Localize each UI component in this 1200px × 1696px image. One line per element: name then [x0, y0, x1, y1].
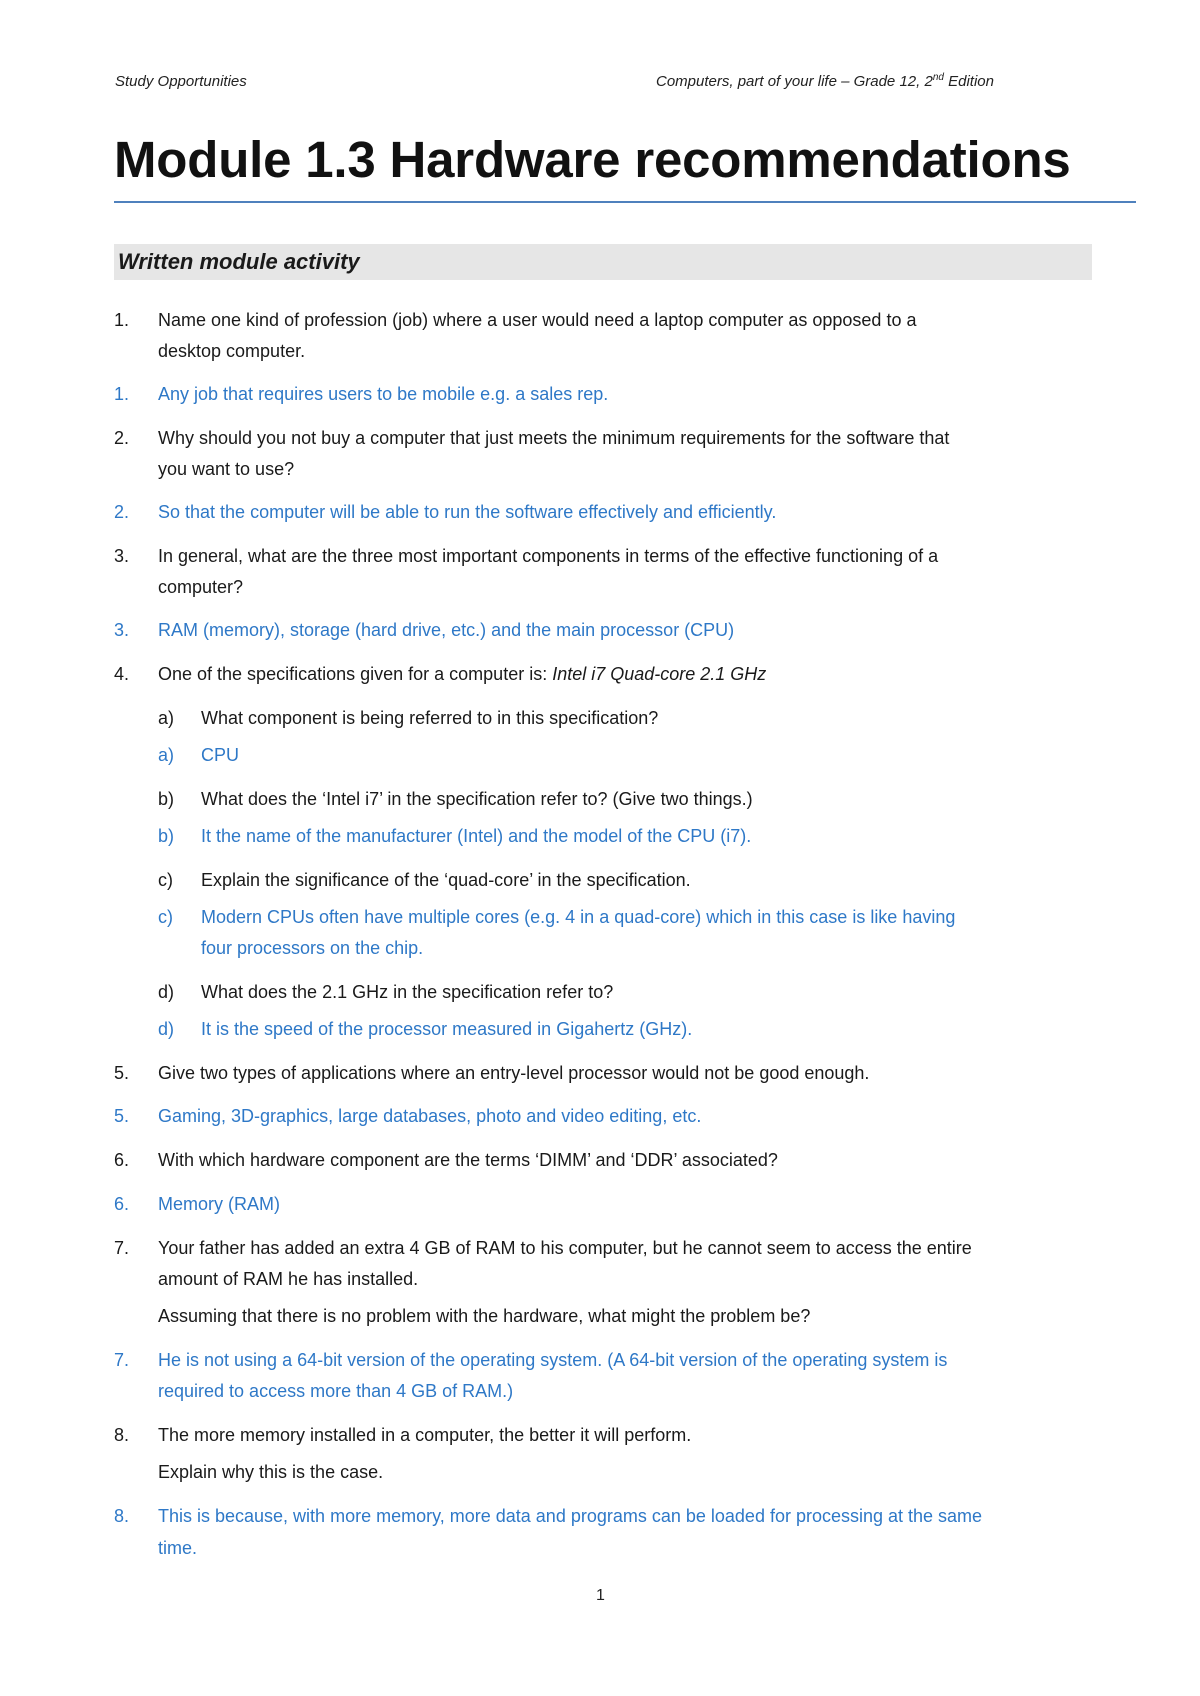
sub-item-letter: d): [158, 1019, 175, 1039]
question-text: In general, what are the three most important components in terms of the effective functioning of a: [158, 546, 939, 566]
section-heading: Written module activity: [118, 249, 360, 274]
item-number: 8.: [114, 1506, 130, 1526]
question-text: desktop computer.: [158, 341, 306, 361]
question-text: Your father has added an extra 4 GB of RAM to his computer, but he cannot seem to access the entire: [158, 1238, 972, 1258]
question-text: Explain the significance of the ‘quad-core’ in the specification.: [201, 870, 691, 890]
sub-item-letter: a): [158, 745, 175, 765]
item-number: 7.: [114, 1238, 130, 1258]
question-text-lead: One of the specifications given for a computer is:: [158, 664, 553, 684]
answer-text: This is because, with more memory, more data and programs can be loaded for processing at the same: [158, 1506, 983, 1526]
sub-item-letter: d): [158, 982, 175, 1002]
question-text: What component is being referred to in this specification?: [201, 708, 659, 728]
answer-text: Memory (RAM): [158, 1194, 280, 1214]
sub-item-letter: b): [158, 826, 175, 846]
sub-item-letter: a): [158, 708, 175, 728]
sub-item-letter: c): [158, 870, 173, 890]
sub-item-letter: b): [158, 789, 175, 809]
answer-text: required to access more than 4 GB of RAM.): [158, 1381, 514, 1401]
header-right-tail: Edition: [943, 73, 994, 90]
item-number: 8.: [114, 1425, 130, 1445]
item-number: 1.: [114, 310, 130, 330]
item-number: 7.: [114, 1350, 130, 1370]
answer-text: Any job that requires users to be mobile e.g. a sales rep.: [158, 384, 609, 404]
item-number: 6.: [114, 1150, 130, 1170]
question-text: Give two types of applications where an entry-level processor would not be good enough.: [158, 1063, 870, 1083]
item-number: 1.: [114, 384, 130, 404]
running-header-right: [656, 73, 994, 90]
answer-text: RAM (memory), storage (hard drive, etc.) and the main processor (CPU): [158, 620, 735, 640]
question-text: With which hardware component are the terms ‘DIMM’ and ‘DDR’ associated?: [158, 1150, 778, 1170]
item-number: 6.: [114, 1194, 130, 1214]
question-text: you want to use?: [158, 459, 295, 479]
item-number: 4.: [114, 664, 130, 684]
question-text: Explain why this is the case.: [158, 1462, 384, 1482]
item-number: 3.: [114, 620, 130, 640]
question-text: Assuming that there is no problem with the hardware, what might the problem be?: [158, 1306, 811, 1326]
spec-italic: Intel i7 Quad-core 2.1 GHz: [552, 664, 767, 684]
question-text: [158, 664, 766, 685]
answer-text: four processors on the chip.: [201, 938, 424, 958]
answer-text: CPU: [201, 745, 240, 765]
question-text: What does the ‘Intel i7’ in the specification refer to? (Give two things.): [201, 789, 753, 809]
header-right-superscript: nd: [932, 72, 944, 83]
answer-text: Gaming, 3D-graphics, large databases, photo and video editing, etc.: [158, 1106, 702, 1126]
question-text: amount of RAM he has installed.: [158, 1269, 419, 1289]
sub-item-letter: c): [158, 907, 173, 927]
item-number: 3.: [114, 546, 130, 566]
question-text: Name one kind of profession (job) where a user would need a laptop computer as opposed to a: [158, 310, 917, 330]
header-right-text: Computers, part of your life – Grade 12, 2: [656, 73, 933, 90]
item-number: 5.: [114, 1063, 130, 1083]
page-title: Module 1.3 Hardware recommendations: [114, 131, 1071, 188]
title-underline: [114, 201, 1136, 203]
answer-text: So that the computer will be able to run the software effectively and efficiently.: [158, 502, 777, 522]
item-number: 5.: [114, 1106, 130, 1126]
answer-text: He is not using a 64-bit version of the operating system. (A 64-bit version of the operating system is: [158, 1350, 948, 1370]
question-text: What does the 2.1 GHz in the specification refer to?: [201, 982, 614, 1002]
item-number: 2.: [114, 428, 130, 448]
question-text: Why should you not buy a computer that just meets the minimum requirements for the software that: [158, 428, 950, 448]
answer-text: It the name of the manufacturer (Intel) and the model of the CPU (i7).: [201, 826, 752, 846]
item-number: 2.: [114, 502, 130, 522]
section-heading-bar: [114, 244, 1092, 280]
answer-text: time.: [158, 1538, 198, 1558]
question-text: computer?: [158, 577, 244, 597]
answer-text: It is the speed of the processor measured in Gigahertz (GHz).: [201, 1019, 693, 1039]
page-number: 1: [596, 1587, 605, 1604]
running-header-left: Study Opportunities: [115, 73, 247, 90]
answer-text: Modern CPUs often have multiple cores (e.g. 4 in a quad-core) which in this case is like having: [201, 907, 956, 927]
question-text: The more memory installed in a computer, the better it will perform.: [158, 1425, 692, 1445]
